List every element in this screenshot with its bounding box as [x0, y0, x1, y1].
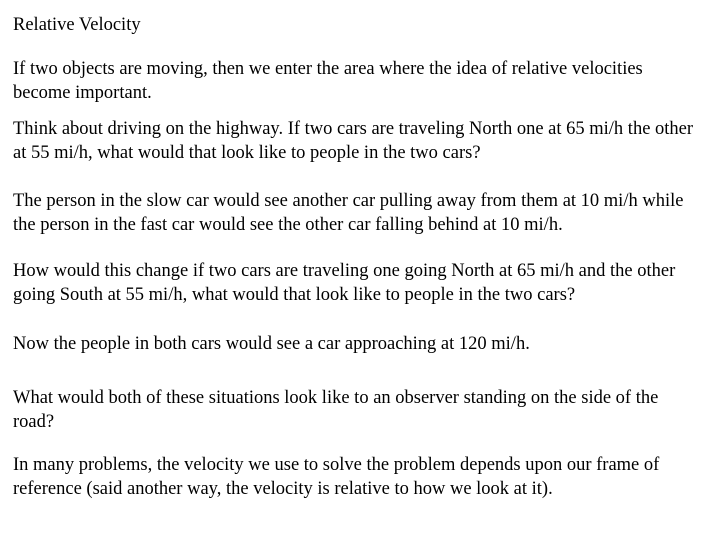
paragraph-observer-question: What would both of these situations look like to an observer standing on the side of the road?: [13, 388, 659, 432]
paragraph-opposite-direction-answer: Now the people in both cars would see a car approaching at 120 mi/h.: [13, 334, 530, 354]
paragraph-same-direction-answer: The person in the slow car would see another car pulling away from them at 10 mi/h while the person in the fast car would see the other car falling behind at 10 mi/h.: [13, 191, 684, 235]
paragraph-opposite-direction-question: How would this change if two cars are traveling one going North at 65 mi/h and the other going South at 55 mi/h, what would that look like to people in the two cars?: [13, 261, 676, 305]
page-title: Relative Velocity: [13, 15, 141, 35]
paragraph-frame-of-reference: In many problems, the velocity we use to solve the problem depends upon our frame of reference (said another way, the velocity is relative to how we look at it).: [13, 455, 660, 499]
paragraph-highway-question: Think about driving on the highway. If two cars are traveling North one at 65 mi/h the other at 55 mi/h, what would that look like to people in the two cars?: [13, 119, 694, 163]
paragraph-intro: If two objects are moving, then we enter the area where the idea of relative velocities become important.: [13, 59, 643, 103]
